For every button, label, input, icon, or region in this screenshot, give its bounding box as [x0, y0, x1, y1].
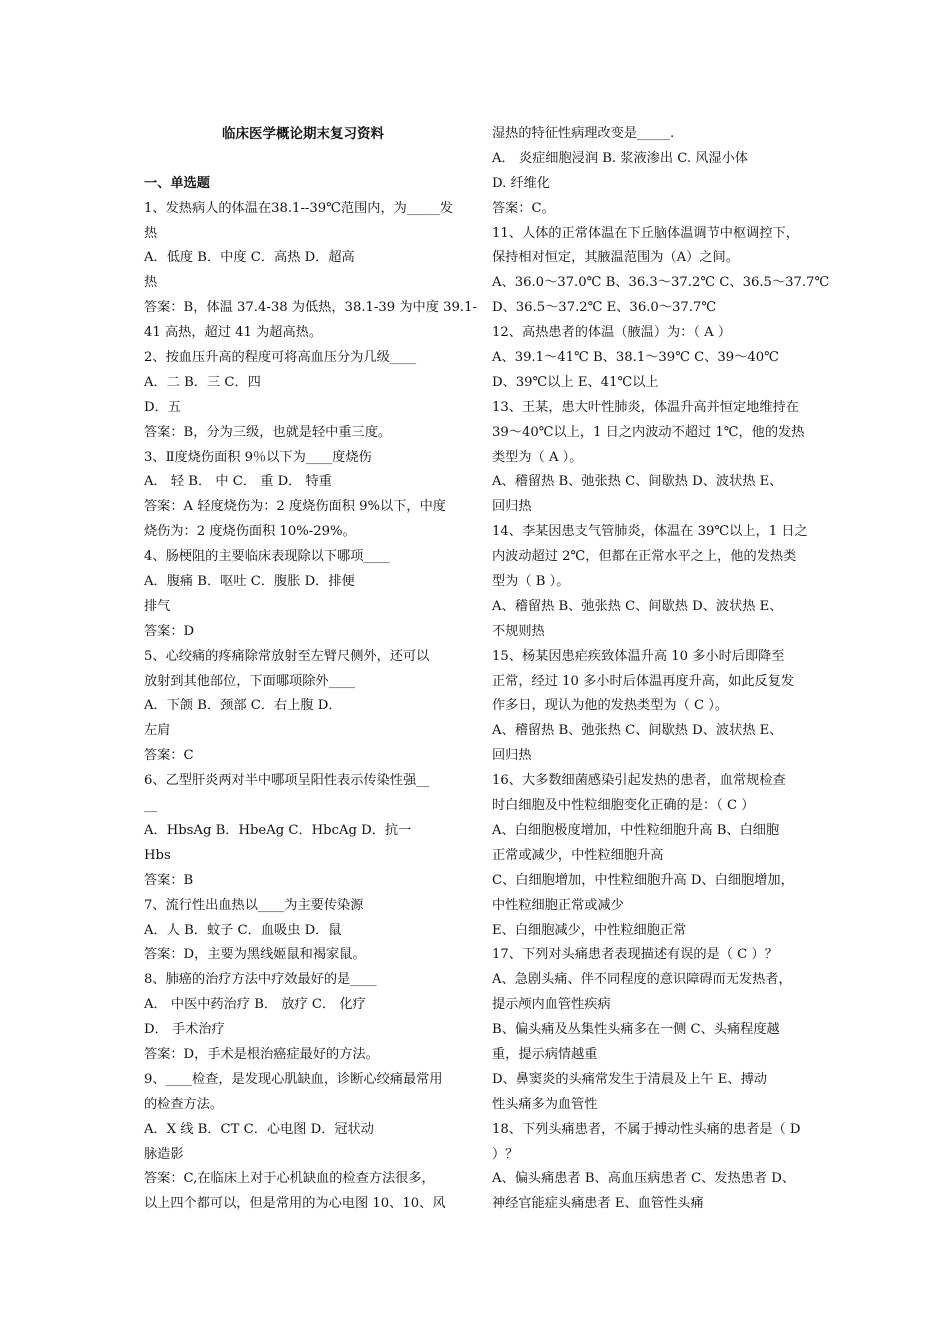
text-line: Hbs — [144, 847, 171, 863]
text-line: A、白细胞极度增加，中性粒细胞升高 B、白细胞 — [492, 822, 780, 838]
text-line: 脉造影 — [144, 1146, 184, 1162]
text-line: 答案：B，体温 37.4-38 为低热，38.1-39 为中度 39.1- — [144, 300, 477, 316]
text-line: A、39.1～41℃ B、38.1～39℃ C、39～40℃ — [492, 350, 779, 366]
text-line: 类型为（ A ）。 — [492, 449, 583, 465]
text-line: D. 纤维化 — [492, 175, 551, 191]
text-line: D、36.5～37.2℃ E、36.0～37.7℃ — [492, 300, 717, 316]
text-line: 型为（ B ）。 — [492, 574, 570, 590]
text-line: D、鼻窦炎的头痛常发生于清晨及上午 E、搏动 — [492, 1071, 767, 1087]
text-line: 湿热的特征性病理改变是_____. — [492, 126, 675, 141]
text-line: 12、高热患者的体温（腋温）为：（ A ） — [492, 325, 732, 341]
text-line: 回归热 — [492, 748, 532, 764]
text-line: A． 轻 B． 中 C． 重 D． 特重 — [144, 474, 332, 490]
text-line: 17、下列对头痛患者表现描述有误的是（ C ）？ — [492, 947, 778, 963]
text-line: A、稽留热 B、弛张热 C、间歇热 D、波状热 E、 — [492, 723, 783, 739]
text-line: A．二 B．三 C．四 — [144, 374, 261, 390]
text-line: 4、肠梗阻的主要临床表现除以下哪项____ — [144, 549, 390, 565]
text-line: A． 炎症细胞浸润 B. 浆液渗出 C. 风湿小体 — [492, 150, 748, 166]
text-line: A． 中医中药治疗 B． 放疗 C． 化疗 — [144, 997, 366, 1013]
text-line: 不规则热 — [492, 623, 545, 639]
text-line: 正常或减少，中性粒细胞升高 — [492, 847, 664, 863]
text-line: 答案：D，手术是根治癌症最好的方法。 — [144, 1046, 379, 1062]
text-line: A．腹痛 B．呕吐 C．腹胀 D．排便 — [144, 574, 355, 590]
text-line: 8、肺癌的治疗方法中疗效最好的是____ — [144, 972, 377, 988]
text-line: A、36.0～37.0℃ B、36.3～37.2℃ C、36.5～37.7℃ — [492, 275, 830, 291]
text-line: A、稽留热 B、弛张热 C、间歇热 D、波状热 E、 — [492, 474, 783, 490]
text-line: B、偏头痛及丛集性头痛多在一侧 C、头痛程度越 — [492, 1022, 780, 1038]
text-line: 答案：C。 — [492, 200, 555, 216]
text-line: 以上四个都可以，但是常用的为心电图 10、10、风 — [144, 1196, 446, 1212]
text-line: ）？ — [492, 1146, 519, 1162]
text-line: 的检查方法。 — [144, 1096, 224, 1112]
left-text-block — [144, 197, 477, 1218]
text-line: 7、流行性出血热以____为主要传染源 — [144, 897, 364, 913]
text-line: 作多日，现认为他的发热类型为（ C ）。 — [492, 698, 729, 714]
text-line: A、急剧头痛、伴不同程度的意识障碍而无发热者， — [492, 972, 792, 988]
text-line: 答案：B — [144, 872, 194, 888]
text-line: 3、Ⅱ度烧伤面积 9％以下为____度烧伤 — [144, 449, 372, 465]
text-line: 正常，经过 10 多小时后体温再度升高，如此反复发 — [492, 673, 795, 689]
text-line: D． 手术治疗 — [144, 1022, 225, 1038]
text-line: 6、乙型肝炎两对半中哪项呈阳性表示传染性强__ — [144, 773, 430, 789]
text-line: 神经官能症头痛患者 E、血管性头痛 — [492, 1196, 704, 1212]
text-line: 回归热 — [492, 499, 532, 515]
text-line: 性头痛多为血管性 — [492, 1096, 598, 1112]
text-line: 答案：D — [144, 623, 195, 639]
text-line: 39～40℃以上，1 日之内波动不超过 1℃，他的发热 — [492, 424, 805, 440]
text-line: A、偏头痛患者 B、高血压病患者 C、发热患者 D、 — [492, 1171, 796, 1187]
right-column — [492, 122, 830, 1217]
text-line: A、稽留热 B、弛张热 C、间歇热 D、波状热 E、 — [492, 598, 783, 614]
text-line: 14、李某因患支气管肺炎，体温在 39℃以上，1 日之 — [492, 524, 808, 540]
text-line: 答案：C,在临床上对于心机缺血的检查方法很多， — [144, 1171, 435, 1187]
text-line: 提示颅内血管性疾病 — [492, 997, 611, 1013]
text-line: A．下颌 B．颈部 C．右上腹 D． — [144, 698, 342, 714]
text-line: __ — [144, 798, 158, 814]
section-heading: 一、单选题 — [144, 175, 210, 191]
text-line: 答案：C — [144, 748, 194, 764]
text-line: A．人 B．蚊子 C．血吸虫 D．鼠 — [144, 922, 342, 938]
text-line: 热 — [144, 225, 158, 241]
text-line: 重，提示病情越重 — [492, 1046, 598, 1062]
text-line: 答案：B，分为三级，也就是轻中重三度。 — [144, 424, 392, 440]
text-line: 保持相对恒定，其腋温范围为（A）之间。 — [492, 250, 739, 266]
text-line: 9、____检查，是发现心肌缺血，诊断心绞痛最常用 — [144, 1071, 443, 1087]
left-column — [144, 122, 477, 1217]
text-line: 答案：D，主要为黑线姬鼠和褐家鼠。 — [144, 947, 366, 963]
text-line: 5、心绞痛的疼痛除常放射至左臂尺侧外，还可以 — [144, 648, 430, 664]
text-line: 时白细胞及中性粒细胞变化正确的是：（ C ） — [492, 798, 755, 814]
text-line: D．五 — [144, 399, 181, 415]
text-line: 答案：A 轻度烧伤为：2 度烧伤面积 9%以下，中度 — [144, 499, 446, 515]
text-line: 左肩 — [144, 723, 171, 739]
text-line: D、39℃以上 E、41℃以上 — [492, 374, 659, 390]
text-line: 15、杨某因患疟疾致体温升高 10 多小时后即降至 — [492, 648, 785, 664]
document-title: 临床医学概论期末复习资料 — [222, 126, 384, 142]
text-line: 1、发热病人的体温在38.1--39℃范围内，为_____发 — [144, 200, 453, 216]
text-line: A．HbsAg B．HbeAg C．HbcAg D．抗一 — [144, 822, 412, 838]
text-line: A．X 线 B．CT C．心电图 D．冠状动 — [144, 1121, 374, 1137]
right-text-block — [492, 122, 830, 1217]
text-line: 排气 — [144, 598, 171, 614]
text-line: 41 高热，超过 41 为超高热。 — [144, 325, 323, 341]
text-line: 11、人体的正常体温在下丘脑体温调节中枢调控下， — [492, 225, 799, 241]
text-line: C、白细胞增加，中性粒细胞升高 D、白细胞增加， — [492, 872, 794, 888]
spacer — [144, 147, 462, 172]
text-line: 热 — [144, 275, 158, 291]
text-line: 2、按血压升高的程度可将高血压分为几级____ — [144, 350, 417, 366]
text-line: 16、大多数细菌感染引起发热的患者，血常规检查 — [492, 773, 786, 789]
text-line: E、白细胞减少，中性粒细胞正常 — [492, 922, 687, 938]
text-line: A．低度 B．中度 C．高热 D．超高 — [144, 250, 355, 266]
text-line: 内波动超过 2℃，但都在正常水平之上，他的发热类 — [492, 549, 797, 565]
text-line: 中性粒细胞正常或减少 — [492, 897, 624, 913]
text-line: 13、王某，患大叶性肺炎，体温升高并恒定地维持在 — [492, 399, 799, 415]
text-line: 放射到其他部位，下面哪项除外____ — [144, 673, 355, 689]
text-line: 18、下列头痛患者，不属于搏动性头痛的患者是（ D — [492, 1121, 801, 1137]
text-line: 烧伤为：2 度烧伤面积 10%-29%。 — [144, 524, 356, 540]
